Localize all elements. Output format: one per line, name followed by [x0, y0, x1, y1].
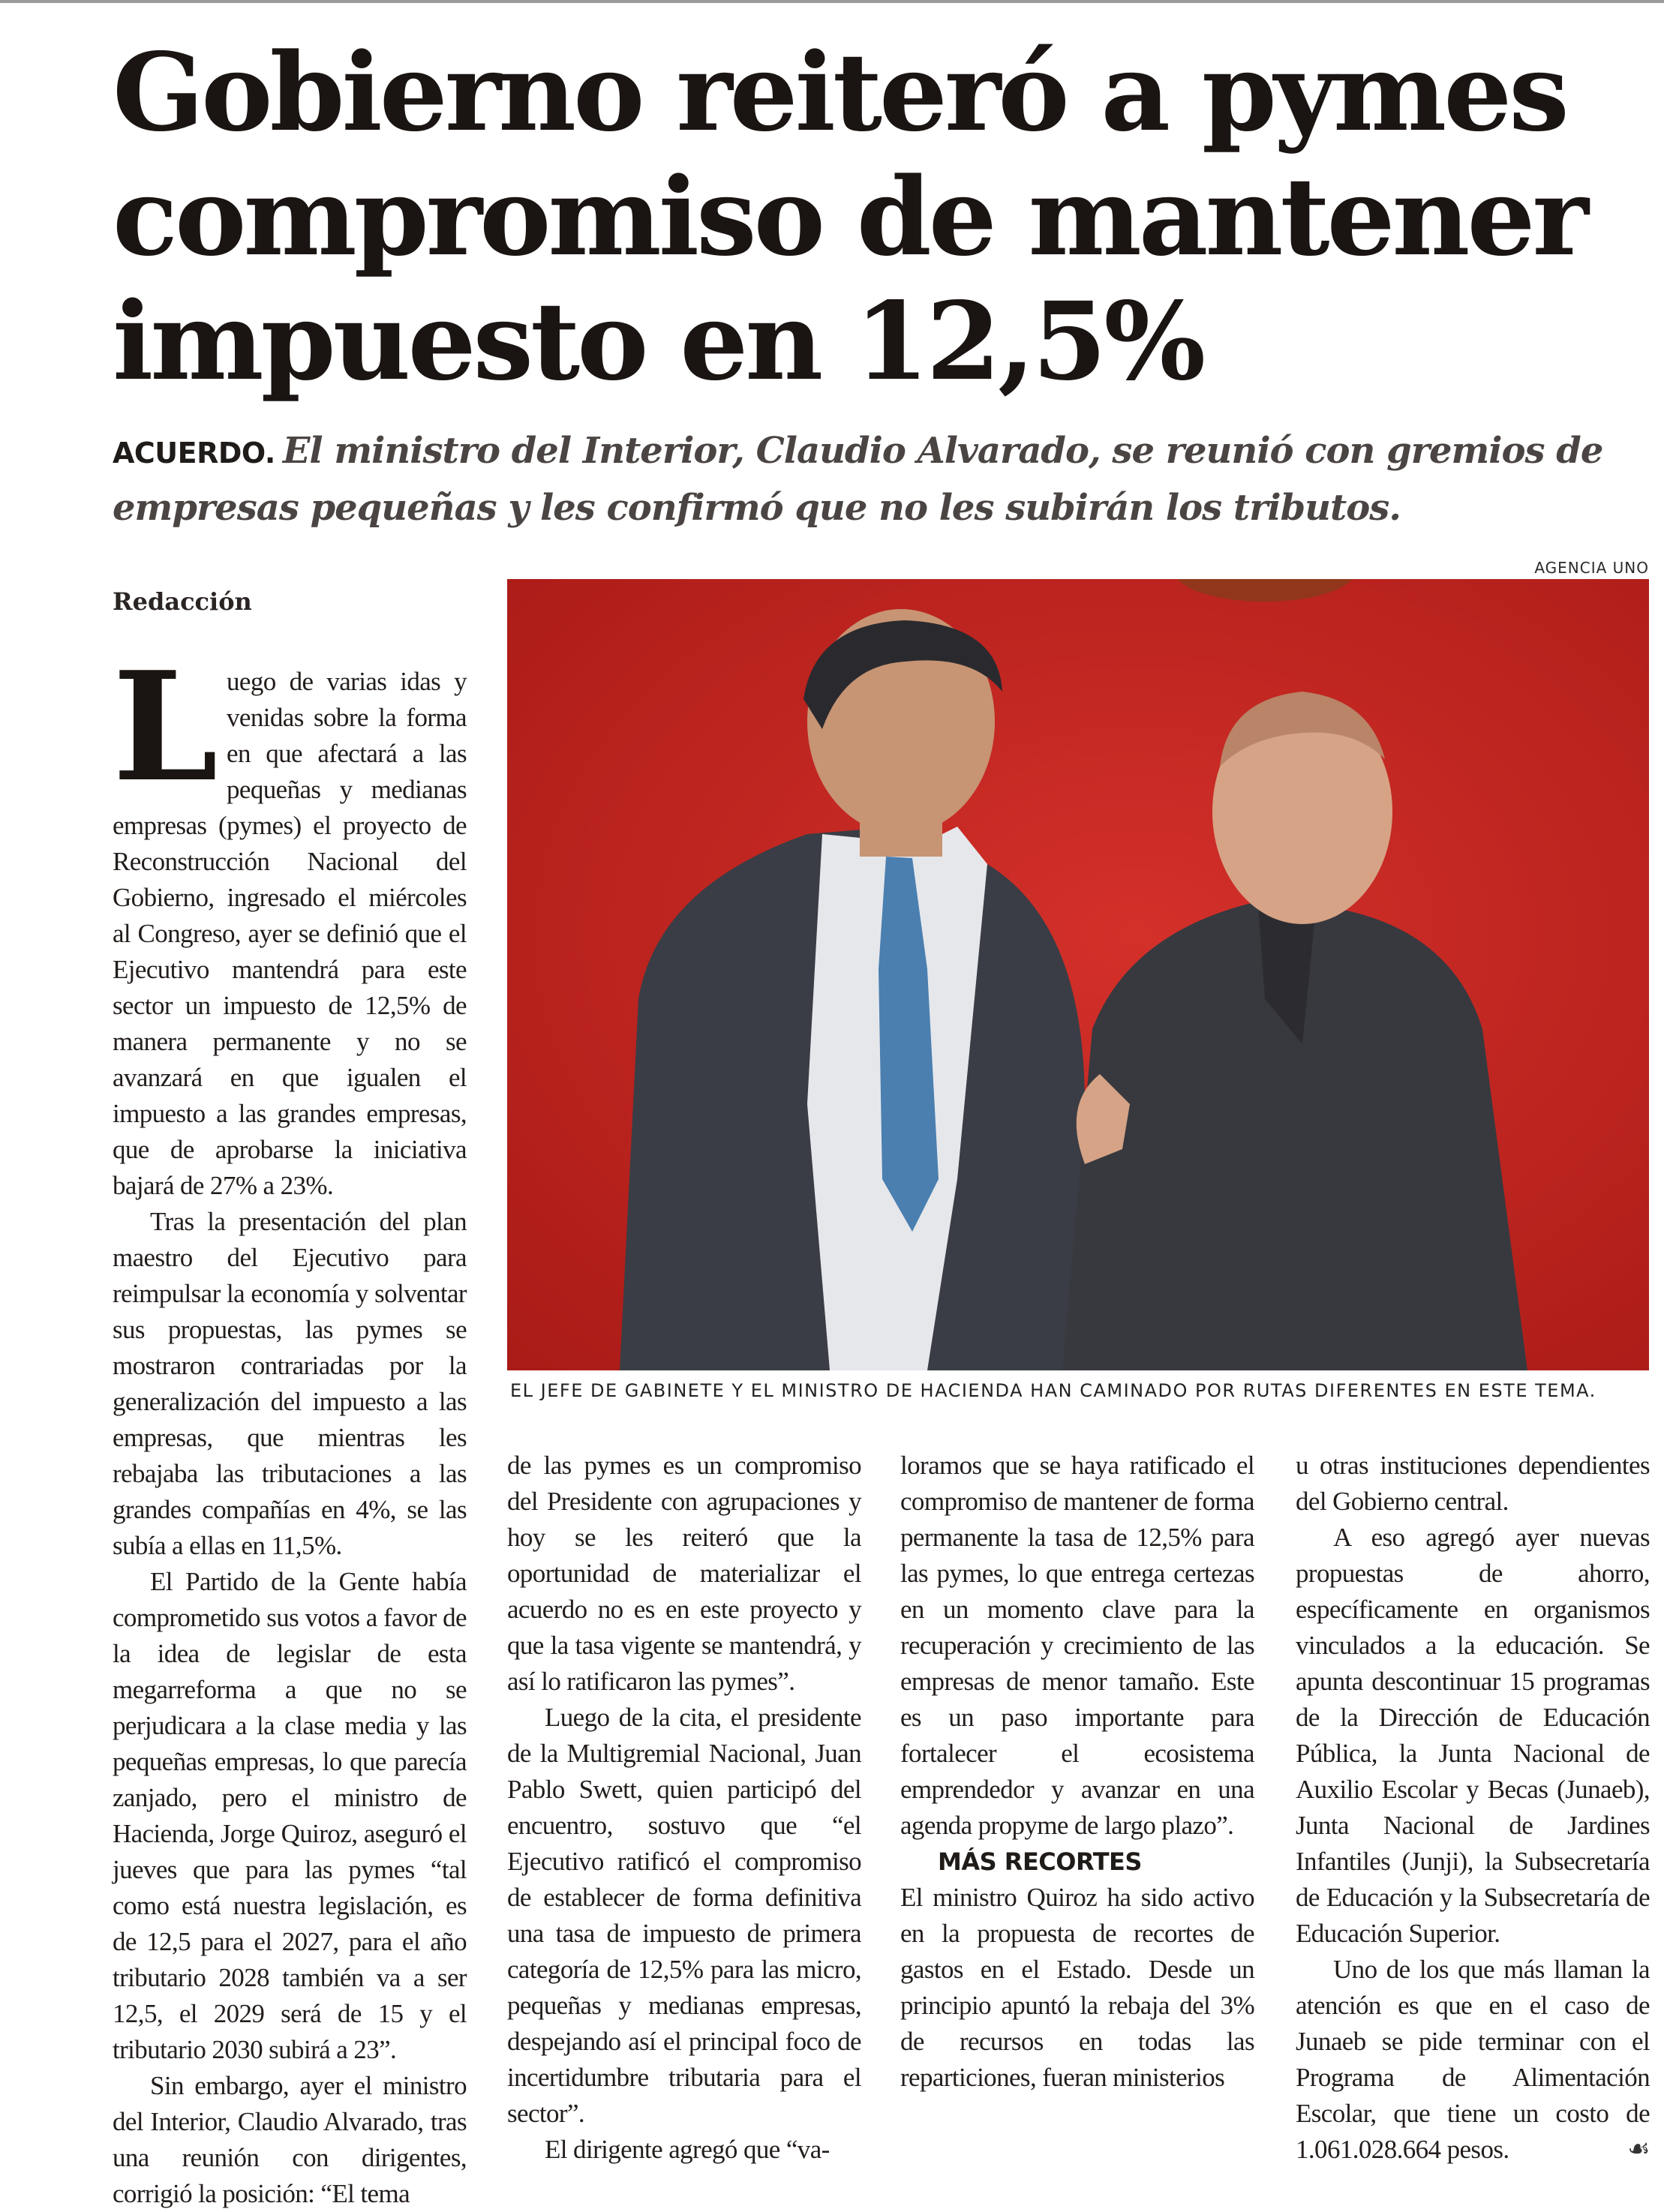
paragraph: Tras la presentación del plan maestro del Ejecutivo para reimpulsar la economía y solventar sus propuestas, las pymes se mostraron contrariadas por la generalización del impuesto a las empresas, que mientras les rebajaba las tributaciones a las grandes compañías en 4%, se las subía a ellas en 11,5%. [113, 1207, 467, 1560]
headline [113, 30, 1598, 404]
article-column-2 [507, 1448, 861, 2168]
article-column-1 [113, 639, 467, 2212]
drop-cap: L [113, 639, 218, 815]
photo-credit: AGENCIA UNO [1534, 559, 1649, 577]
deck [113, 424, 1650, 536]
news-photo [507, 579, 1649, 1370]
photo-caption: EL JEFE DE GABINETE Y EL MINISTRO DE HACIENDA HAN CAMINADO POR RUTAS DIFERENTES EN ESTE TEMA. [510, 1380, 1596, 1401]
paragraph: El dirigente agregó que “va- [545, 2135, 830, 2164]
paragraph: A eso agregó ayer nuevas propuestas de ahorro, específicamente en organismos vinculados a la educación. Se apunta descontinuar 15 programas de la Dirección de Educación Pública, la Junta Nacional de Auxilio Escolar y Becas (Junaeb), Junta Nacional de Jardines Infantiles (Junji), la Subsecretaría de Educación y la Subsecretaría de Educación Superior. [1296, 1523, 1650, 1948]
paragraph [113, 639, 467, 1204]
article-column-3 [900, 1448, 1254, 2096]
deck-label: ACUERDO. [113, 437, 275, 470]
paragraph: El Partido de la Gente había comprometido sus votos a favor de la idea de legislar de esta megarreforma a que no se perjudicara a la clase media y las pequeñas empresas, lo que parecía zanjado, pero el ministro de Hacienda, Jorge Quiroz, aseguró el jueves que para las pymes “tal como está nuestra legislación, es de 12,5 para el 2027, para el año tributario 2028 también va a ser 12,5, el 2029 será de 15 y el tributario 2030 subirá a 23”. [113, 1567, 467, 2064]
subheading: MÁS RECORTES [938, 1847, 1142, 1876]
byline: Redacción [113, 587, 252, 616]
headline-line-2: compromiso de mantener [113, 154, 1586, 280]
end-mark-icon: ☙ [1627, 2135, 1650, 2163]
photo-illustration [507, 579, 1649, 1370]
paragraph [1296, 1952, 1650, 2168]
headline-line-1: Gobierno reiteró a pymes [113, 29, 1566, 155]
paragraph-text: Uno de los que más llaman la atención es que en el caso de Junaeb se pide terminar con el Programa de Alimentación Escolar, que tiene un costo de 1.061.028.664 pesos. [1296, 1955, 1650, 2164]
paragraph: El ministro Quiroz ha sido activo en la propuesta de recortes de gastos en el Estado. Desde un principio apuntó la rebaja del 3% de recursos en todas las reparticiones, fueran ministerios [900, 1883, 1254, 2092]
deck-text: El ministro del Interior, Claudio Alvarado, se reunió con gremios de empresas pequeñas y les confirmó que no les subirán los tributos. [113, 430, 1603, 529]
paragraph: de las pymes es un compromiso del Presidente con agrupaciones y hoy se les reiteró que la oportunidad de materializar el acuerdo no es en este proyecto y que la tasa vigente se mantendrá, y así lo ratificaron las pymes”. [507, 1451, 861, 1696]
article-column-4 [1296, 1448, 1650, 2168]
paragraph-text: uego de varias idas y venidas sobre la forma en que afectará a las pequeñas y medianas empresas (pymes) el proyecto de Reconstrucción Nacional del Gobierno, ingresado el miércoles al Congreso, ayer se definió que el Ejecutivo mantendrá para este sector un impuesto de 12,5% de manera permanente y no se avanzará en que igualen el impuesto a las grandes empresas, que de aprobarse la iniciativa bajará de 27% a 23%. [113, 667, 467, 1200]
top-rule [0, 0, 1664, 3]
paragraph: Sin embargo, ayer el ministro del Interior, Claudio Alvarado, tras una reunión con dirigentes, corrigió la posición: “El tema [113, 2071, 467, 2208]
paragraph: Luego de la cita, el presidente de la Multigremial Nacional, Juan Pablo Swett, quien participó del encuentro, sostuvo que “el Ejecutivo ratificó el compromiso de establecer de forma definitiva una tasa de impuesto de primera categoría de 12,5% para las micro, pequeñas y medianas empresas, despejando así el principal foco de incertidumbre tributaria para el sector”. [507, 1703, 861, 2128]
headline-line-3: impuesto en 12,5% [113, 278, 1203, 404]
paragraph: u otras instituciones dependientes del Gobierno central. [1296, 1451, 1650, 1516]
paragraph: loramos que se haya ratificado el compromiso de mantener de forma permanente la tasa de 12,5% para las pymes, lo que entrega certezas en un momento clave para la recuperación y crecimiento de las empresas de menor tamaño. Este es un paso importante para fortalecer el ecosistema emprendedor y avanzar en una agenda propyme de largo plazo”. [900, 1451, 1254, 1840]
